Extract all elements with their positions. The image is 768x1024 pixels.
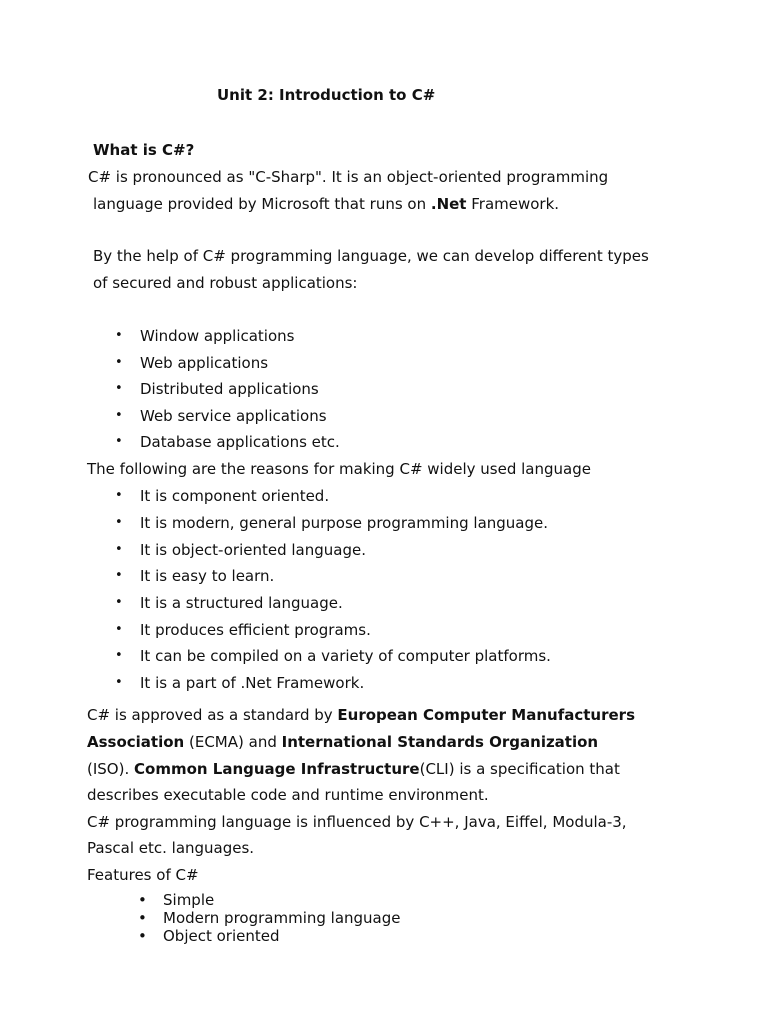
standard-line-1-text: C# is approved as a standard by [87, 706, 338, 724]
page-title: Unit 2: Introduction to C# [217, 86, 436, 104]
list-item-text: Window applications [140, 327, 295, 345]
standard-line-2-text: (ECMA) and [184, 733, 282, 751]
influence-line-1: C# programming language is influenced by C++, Java, Eiffel, Modula-3, [87, 813, 627, 831]
list-item-text: Web service applications [140, 407, 327, 425]
list-item-text: Web applications [140, 354, 269, 372]
intro-line-1: C# is pronounced as "C-Sharp". It is an object-oriented programming [88, 168, 609, 186]
list-item-text: It is object-oriented language. [140, 541, 366, 559]
standard-line-4: describes executable code and runtime environment. [87, 786, 489, 804]
standard-line-3-text-a: (ISO). [87, 760, 134, 778]
bullet-icon: • [115, 622, 123, 637]
cli-name-bold: Common Language Infrastructure [134, 760, 420, 778]
bullet-icon: • [115, 595, 123, 610]
bullet-icon: • [115, 515, 123, 530]
list-item-text: It is easy to learn. [140, 567, 275, 585]
list-item-text: Database applications etc. [140, 433, 340, 451]
bullet-icon: • [138, 927, 147, 945]
help-line-2: of secured and robust applications: [93, 274, 358, 292]
list-item-text: Distributed applications [140, 380, 319, 398]
association-bold: Association [87, 733, 185, 751]
list-item-text: Simple [163, 891, 215, 909]
intro-line-2-text-a: language provided by Microsoft that runs on [93, 195, 431, 213]
iso-name-bold: International Standards Organization [281, 733, 599, 751]
standard-line-3 [87, 759, 620, 779]
list-item-text: It can be compiled on a variety of computer platforms. [140, 647, 551, 665]
bullet-icon: • [115, 542, 123, 557]
bullet-icon: • [115, 568, 123, 583]
influence-line-2: Pascal etc. languages. [87, 839, 255, 857]
standard-line-1 [87, 705, 635, 725]
list-item-text: It is component oriented. [140, 487, 330, 505]
standard-line-2 [87, 732, 598, 752]
bullet-icon: • [115, 381, 123, 396]
list-item-text: Object oriented [163, 927, 280, 945]
list-item-text: It is a structured language. [140, 594, 343, 612]
ecma-name-bold: European Computer Manufacturers [337, 706, 635, 724]
list-item-text: Modern programming language [163, 909, 401, 927]
bullet-icon: • [115, 488, 123, 503]
bullet-icon: • [138, 891, 147, 909]
intro-line-2 [93, 194, 559, 214]
bullet-icon: • [115, 408, 123, 423]
reasons-intro: The following are the reasons for making C# widely used language [87, 460, 591, 478]
what-is-heading: What is C#? [93, 141, 195, 159]
bullet-icon: • [115, 675, 123, 690]
list-item-text: It is a part of .Net Framework. [140, 674, 365, 692]
help-line-1: By the help of C# programming language, we can develop different types [93, 247, 649, 265]
list-item-text: It produces efficient programs. [140, 621, 371, 639]
bullet-icon: • [115, 648, 123, 663]
intro-line-2-text-c: Framework. [466, 195, 560, 213]
bullet-icon: • [138, 909, 147, 927]
features-heading: Features of C# [87, 866, 199, 884]
standard-line-3-text-c: (CLI) is a specification that [419, 760, 620, 778]
list-item-text: It is modern, general purpose programming language. [140, 514, 549, 532]
bullet-icon: • [115, 434, 123, 449]
bullet-icon: • [115, 355, 123, 370]
dotnet-bold: .Net [430, 195, 467, 213]
bullet-icon: • [115, 328, 123, 343]
